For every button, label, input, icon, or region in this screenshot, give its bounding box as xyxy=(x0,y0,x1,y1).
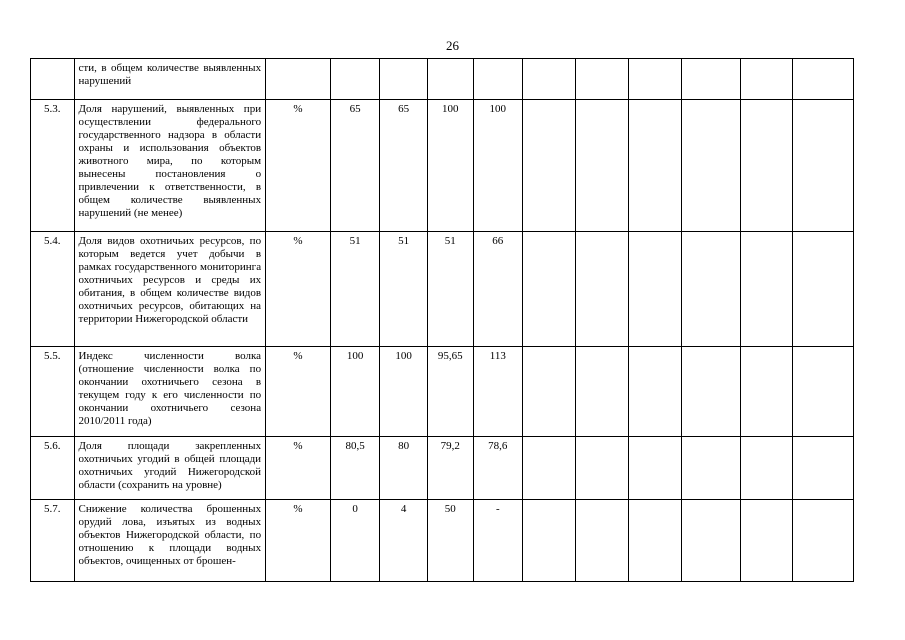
value-cell: 80 xyxy=(380,437,427,500)
row-number: 5.6. xyxy=(31,437,75,500)
value-cell xyxy=(681,100,740,232)
value-cell xyxy=(473,59,522,100)
unit-cell: % xyxy=(266,100,331,232)
value-cell xyxy=(523,500,576,582)
value-cell xyxy=(793,347,854,437)
table-row xyxy=(31,59,905,100)
row-number: 5.7. xyxy=(31,500,75,582)
value-cell: 50 xyxy=(427,500,473,582)
value-cell: 100 xyxy=(427,100,473,232)
value-cell xyxy=(681,500,740,582)
table-row xyxy=(31,100,905,232)
value-cell: 113 xyxy=(473,347,522,437)
unit-cell xyxy=(266,59,331,100)
value-cell: 65 xyxy=(330,100,379,232)
row-number: 5.3. xyxy=(31,100,75,232)
value-cell: 80,5 xyxy=(330,437,379,500)
value-cell xyxy=(681,59,740,100)
value-cell: 95,65 xyxy=(427,347,473,437)
page-number: 26 xyxy=(446,38,459,53)
table-row xyxy=(31,347,905,437)
row-number xyxy=(31,59,75,100)
value-cell xyxy=(793,59,854,100)
value-cell xyxy=(575,500,628,582)
value-cell xyxy=(523,232,576,347)
value-cell xyxy=(380,59,427,100)
value-cell: 65 xyxy=(380,100,427,232)
value-cell xyxy=(740,232,793,347)
value-cell: 78,6 xyxy=(473,437,522,500)
value-cell: 100 xyxy=(380,347,427,437)
value-cell xyxy=(740,100,793,232)
value-cell xyxy=(681,437,740,500)
value-cell xyxy=(575,232,628,347)
indicator-name: Индекс численности волка (отношение численности волка по окончании охотничьего сезона в текущем году к его численности по окончании охотничьего сезона 2010/2011 года) xyxy=(74,347,266,437)
indicators-table xyxy=(30,58,905,582)
value-cell xyxy=(793,437,854,500)
value-cell xyxy=(523,347,576,437)
row-number: 5.4. xyxy=(31,232,75,347)
value-cell xyxy=(523,100,576,232)
value-cell xyxy=(793,232,854,347)
value-cell xyxy=(523,59,576,100)
value-cell: 51 xyxy=(380,232,427,347)
unit-cell: % xyxy=(266,500,331,582)
value-cell xyxy=(427,59,473,100)
value-cell xyxy=(793,500,854,582)
value-cell xyxy=(740,347,793,437)
value-cell xyxy=(628,59,681,100)
unit-cell: % xyxy=(266,347,331,437)
value-cell: 51 xyxy=(427,232,473,347)
value-cell xyxy=(628,347,681,437)
indicator-name: сти, в общем количестве выявленных нарушений xyxy=(74,59,266,100)
value-cell xyxy=(628,232,681,347)
value-cell: 0 xyxy=(330,500,379,582)
value-cell xyxy=(575,100,628,232)
value-cell: 51 xyxy=(330,232,379,347)
table-row xyxy=(31,437,905,500)
value-cell xyxy=(793,100,854,232)
value-cell xyxy=(740,59,793,100)
value-cell: - xyxy=(473,500,522,582)
indicator-name: Доля нарушений, выявленных при осуществлении федерального государственного надзора в области охраны и использования объектов животного мира, по которым вынесены постановления о привлечении к ответственности, в общем количестве выявленных нарушений (не менее) xyxy=(74,100,266,232)
value-cell: 100 xyxy=(473,100,522,232)
value-cell xyxy=(575,437,628,500)
value-cell: 66 xyxy=(473,232,522,347)
value-cell xyxy=(330,59,379,100)
value-cell: 100 xyxy=(330,347,379,437)
value-cell xyxy=(681,232,740,347)
value-cell: 79,2 xyxy=(427,437,473,500)
indicator-name: Доля видов охотничьих ресурсов, по которым ведется учет добычи в рамках государственного мониторинга охотничьих ресурсов и среды их обитания, в общем количестве видов охотничьих ресурсов, обитающих на территории Нижегородской области xyxy=(74,232,266,347)
indicator-name: Снижение количества брошенных орудий лова, изъятых из водных объектов Нижегородской области, по отношению к площади водных объектов, очищенных от брошен- xyxy=(74,500,266,582)
value-cell xyxy=(628,500,681,582)
table-row xyxy=(31,500,905,582)
row-number: 5.5. xyxy=(31,347,75,437)
value-cell xyxy=(628,437,681,500)
value-cell xyxy=(575,347,628,437)
value-cell xyxy=(681,347,740,437)
value-cell xyxy=(575,59,628,100)
value-cell xyxy=(740,437,793,500)
unit-cell: % xyxy=(266,437,331,500)
value-cell xyxy=(628,100,681,232)
value-cell xyxy=(740,500,793,582)
value-cell: 4 xyxy=(380,500,427,582)
unit-cell: % xyxy=(266,232,331,347)
table-row xyxy=(31,232,905,347)
indicator-name: Доля площади закрепленных охотничьих угодий в общей площади охотничьих угодий Нижегородской области (сохранить на уровне) xyxy=(74,437,266,500)
value-cell xyxy=(523,437,576,500)
